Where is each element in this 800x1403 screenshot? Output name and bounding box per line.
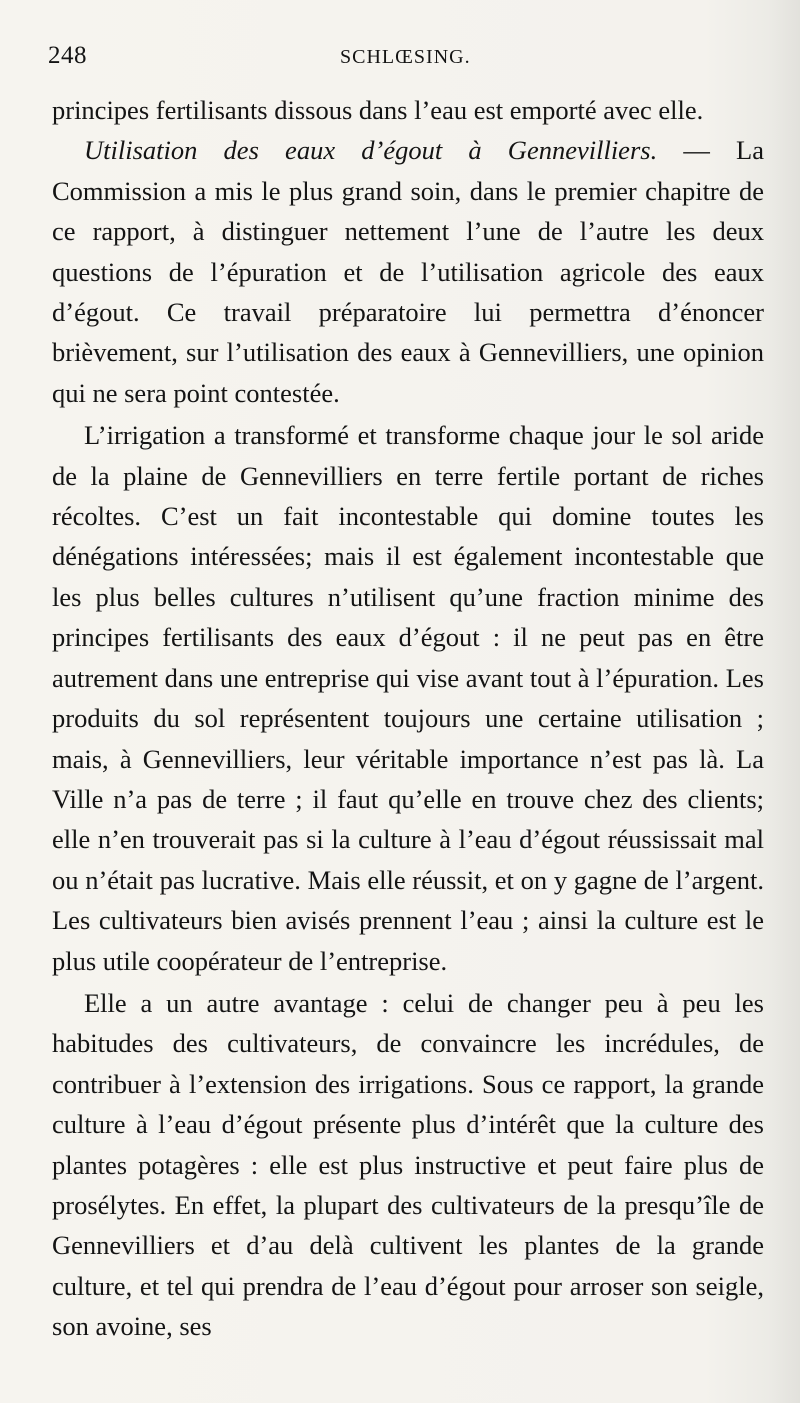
paragraph-irrigation: L’irrigation a transformé et transforme chaque jour le sol aride de la plaine de Gennevilliers en terre fertile portant de riches récoltes. C’est un fait incontestable qui domine toutes les dénégations intéressées; mais il est également incontestable que les plus belles cultures n’utilisent qu’une fraction minime des principes fertilisants des eaux d’égout : il ne peut pas en être autrement dans une entreprise qui vise avant tout à l’épuration. Les produits du sol représentent toujours une certaine utilisation ; mais, à Gennevilliers, leur véritable importance n’est pas là. La Ville n’a pas de terre ; il faut qu’elle en trouve chez des clients; elle n’en trouverait pas si la culture à l’eau d’égout réussissait mal ou n’était pas lucrative. Mais elle réussit, et on y gagne de l’argent. Les cultivateurs bien avisés prennent l’eau ; ainsi la culture est le plus utile coopérateur de l’entreprise.	[52, 420, 764, 976]
paragraph-text: — La Commission a mis le plus grand soin, dans le premier chapitre de ce rapport, à distinguer nettement l’une de l’autre les deux questions de l’épuration et de l’utilisation agricole des eaux d’égout. Ce travail préparatoire lui permettra d’énoncer brièvement, sur l’utilisation des eaux à Gennevilliers, une opinion qui ne sera point contestée.	[52, 135, 765, 408]
paragraph-utilisation	[52, 130, 764, 413]
paragraph-continuation: principes fertilisants dissous dans l’eau est emporté avec elle.	[52, 95, 704, 125]
paragraph-autre-avantage: Elle a un autre avantage : celui de changer peu à peu les habitudes des cultivateurs, de convaincre les incrédules, de contribuer à l’extension des irrigations. Sous ce rapport, la grande culture à l’eau d’égout présente plus d’intérêt que la culture des plantes potagères : elle est plus instructive et peut faire plus de prosélytes. En effet, la plupart des cultivateurs de la presqu’île de Gennevilliers et d’au delà cultivent les plantes de la grande culture, et tel qui prendra de l’eau d’égout pour arroser son seigle, son avoine, ses	[52, 987, 764, 1342]
running-head: SCHLŒSING.	[340, 46, 471, 68]
page-number: 248	[48, 42, 87, 69]
page-header	[48, 42, 768, 78]
section-title: Utilisation des eaux d’égout à Gennevilliers.	[84, 135, 658, 166]
body-text	[52, 90, 764, 1347]
